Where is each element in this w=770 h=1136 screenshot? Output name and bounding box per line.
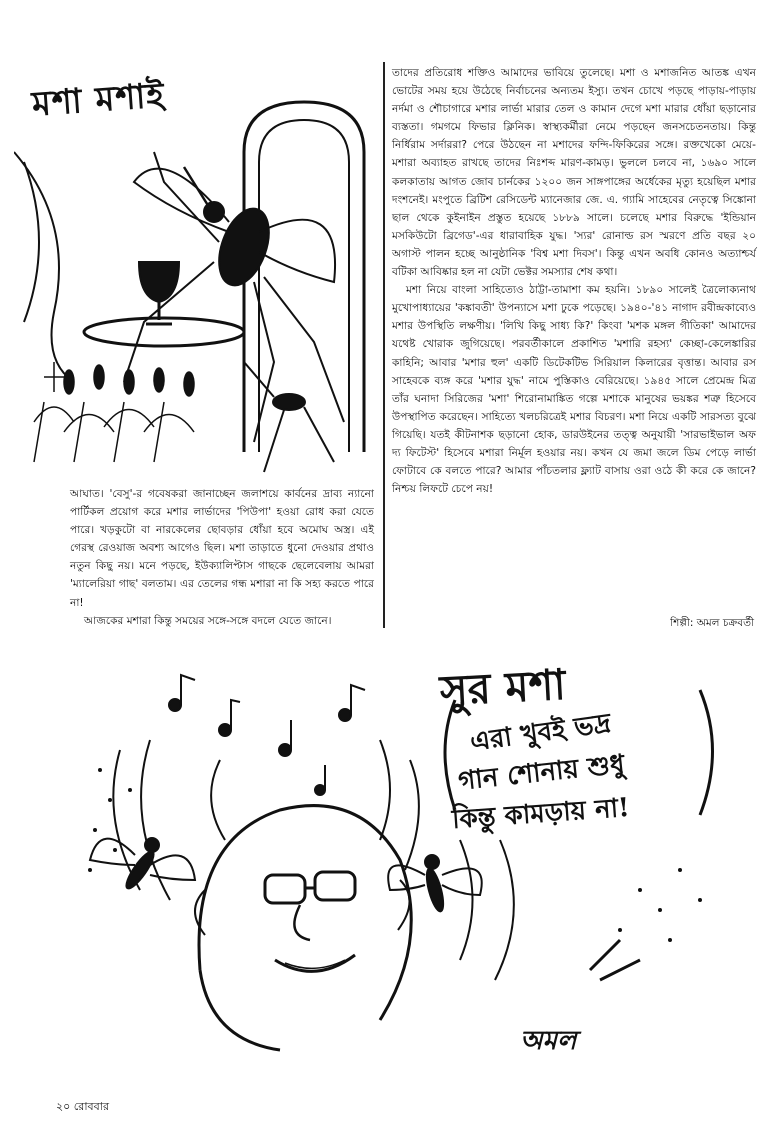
artist-signature: অমল bbox=[520, 1026, 577, 1056]
page-folio: ২০ রোববার bbox=[56, 1100, 109, 1113]
cartoon-top-title: মশা মশাই bbox=[30, 75, 167, 125]
speech-bubble-line: কিন্তু কামড়ায় না! bbox=[451, 792, 631, 836]
column-divider bbox=[383, 62, 385, 628]
article-paragraph: তাদের প্রতিরোধ শক্তিও আমাদের ভাবিয়ে তুলেছে। মশা ও মশাজনিত আতঙ্ক এখন ভোটের সময় হয়ে উঠেছে নির্বাচনের অন্যতম ইস্যু। তখন চোখে পড়ছে পাড়ায়-পাড়ায় নর্দমা ও শৌচাগারে মশার লার্ভা মারার তেল ও কামান দেগে মশা মারার ধোঁয়া ছড়ানোর ব্যস্ততা। গমগমে ফিভার ক্লিনিক। স্বাস্থ্যকর্মীরা নেমে পড়ছেন জনসচেতনতায়। কিন্তু নির্ধিরাম সর্দাররা? পেরে উঠছেন না মশাদের ফন্দি-ফিকিরের সঙ্গে। রক্তখেকো মেয়ে-মশারা অব্যাহত রাখছে তাদের নিঃশব্দ মারণ-কামড়। ভুললে চলবে না, ১৬৯০ সালে কলকাতায় আগত জোব চার্নকের ১২০০ জন সাঙ্গপাঙ্গের অর্ধেকের মৃত্যু হয়েছিল মশার দংশনেই। মংপুতে ব্রিটিশ রেসিডেন্ট ম্যানেজার জে. এ. গ্যামি সাহেবের নেতৃত্বে সিঙ্কোনা ছাল থেকে কুইনাইন প্রস্তুত হয়েছে ১৮৮৯ সালে। চলেছে মশার বিরুদ্ধে 'ইন্ডিয়ান মসকিউটো ব্রিগেড'-এর ধারাবাহিক যুদ্ধ। 'স্যর' রোনাল্ড রস স্মরণে প্রতি বছর ২০ অগাস্ট পালন হচ্ছে আনুষ্ঠানিক 'বিশ্ব মশা দিবস'। কিন্তু এখন অবধি কোনও অত্যাশ্চর্য বটিকা আবিষ্কার হল না যেটা ভেক্টর সমস্যার শেষ কথা। bbox=[392, 67, 756, 279]
article-paragraph: আজকের মশারা কিন্তু সময়ের সঙ্গে-সঙ্গে বদলে যেতে জানে। bbox=[84, 614, 332, 627]
cartoon-bottom-title: সুর মশা bbox=[438, 659, 567, 716]
article-paragraph: আঘাত। 'বেসু'-র গবেষকরা জানাচ্ছেন জলাশয়ে কার্বনের দ্রাব্য ন্যানো পার্টিকল প্রয়োগ করে মশার লার্ভাদের 'পিউপা' হওয়া রোধ করা যেতে পারে। খড়কুটো বা নারকেলের ছোবড়ার ধোঁয়া হবে অমোঘ অস্ত্র। এই গেরস্থ রেওয়াজ অবশ্য আগেও ছিল। মশা তাড়াতে ধুনো দেওয়ার প্রথাও নতুন কিছু নয়। মনে পড়ছে, ইউক্যালিপ্টাস গাছকে ছেলেবেলায় আমরা 'ম্যালেরিয়া গাছ' বলতাম। এর তেলের গন্ধ মশারা না কি সহ্য করতে পারে না! bbox=[70, 488, 374, 609]
singing-mosquito-cartoon bbox=[80, 640, 740, 1060]
article-right-column bbox=[392, 64, 756, 498]
speech-bubble-line: এরা খুবই ভদ্র bbox=[468, 708, 613, 758]
speech-bubble-line: গান শোনায় শুধু bbox=[456, 749, 627, 797]
artist-credit: শিল্পী: অমল চক্রবর্তী bbox=[670, 617, 754, 629]
article-paragraph: মশা নিয়ে বাংলা সাহিত্যেও ঠাট্টা-তামাশা কম হয়নি। ১৮৯০ সালেই ত্রৈলোক্যনাথ মুখোপাধ্যায়ের 'কঙ্কাবতী' উপন্যাসে মশা ঢুকে পড়েছে। ১৯৪০-'৪১ নাগাদ রবীন্দ্রকাব্যেও মশার উপস্থিতি লক্ষণীয়। 'লিখি কিছু সাধ্য কি?' কিংবা 'মশক মঙ্গল গীতিকা' আমাদের যথেষ্ট খোরাক জুগিয়েছে। পরবর্তীকালে প্রকাশিত 'মশারি রহস্য' কেচ্ছা-কেলেঙ্কারির কাহিনি; আবার 'মশার হুল' একটি ডিটেকটিভ সিরিয়াল কিলারের বৃত্তান্ত। আবার রস সাহেবকে ব্যঙ্গ করে 'মশার যুদ্ধ' নামে পুস্তিকাও বেরিয়েছে। ১৯৪৫ সালে প্রেমেন্দ্র মিত্র তাঁর ঘনাদা সিরিজের 'মশা' শিরোনামাঙ্কিত গল্পে মশাকে মানুষের ভয়ঙ্কর শত্রু হিসেবে উপস্থাপিত করেছেন। সাহিত্যে খলচরিত্রেই মশার বিচরণ। মশা নিয়ে একটি সারসত্য বুঝে গিয়েছি। যতই কীটনাশক ছড়ানো হোক, ডারউইনের তত্ত্ব অনুযায়ী 'সারভাইভাল অফ দ্য ফিটেস্ট' হিসেবে মশারা নির্মূল হওয়ার নয়। কখন যে জমা জলে ডিম পেড়ে লার্ভা ফোটাবে কে বলতে পারে? আমার পাঁচতলার ফ্ল্যাট বাসায় ওরা ওঠে কী করে কে জানে? নিশ্চয় লিফটে চেপে নয়! bbox=[392, 284, 756, 496]
article-left-column bbox=[70, 485, 374, 630]
